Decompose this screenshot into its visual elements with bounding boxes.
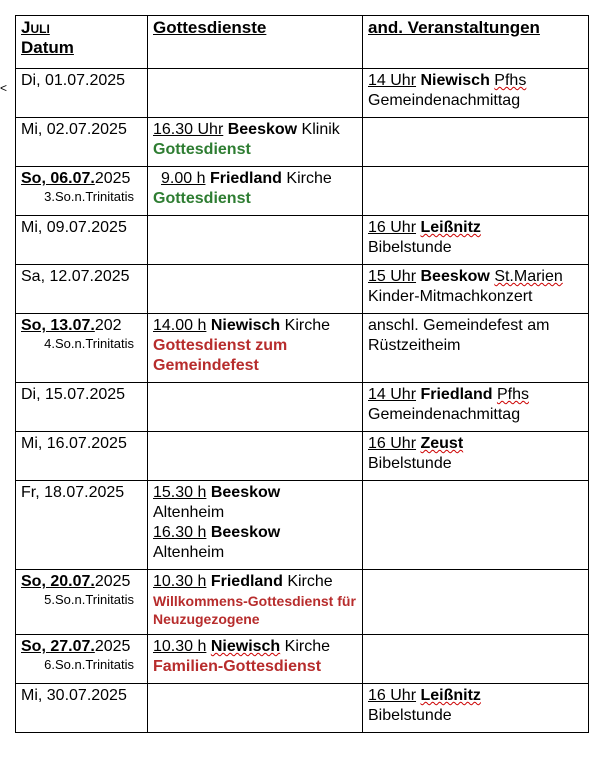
- table-row: [16, 570, 589, 635]
- date-rest: 202: [94, 317, 122, 334]
- events-cell: [363, 684, 589, 733]
- header-events: [363, 16, 589, 69]
- header-services: [148, 16, 363, 69]
- service-place: Beeskow: [227, 121, 298, 138]
- date-bold: So, 06.07.: [21, 170, 95, 187]
- service-location: Altenheim: [153, 544, 225, 561]
- service-desc: Familien-Gottesdienst: [153, 658, 322, 675]
- service-location: Altenheim: [153, 504, 225, 521]
- event-location: Pfhs: [494, 72, 527, 89]
- service-desc: Gottesdienst zum Gemeindefest: [153, 337, 288, 374]
- events-cell: [363, 216, 589, 265]
- services-cell: [148, 383, 363, 432]
- services-cell: [148, 118, 363, 167]
- date-text: Di, 01.07.2025: [21, 72, 126, 89]
- date-bold: So, 27.07.: [21, 638, 95, 655]
- service-time: 9.00 h: [161, 170, 206, 187]
- events-cell: [363, 635, 589, 684]
- service-time: 16.30 h: [153, 524, 207, 541]
- event-location: St.Marien: [494, 268, 563, 285]
- date-cell: [16, 635, 148, 684]
- service-time: 16.30 Uhr: [153, 121, 224, 138]
- services-cell: [148, 265, 363, 314]
- date-rest: 2025: [94, 638, 131, 655]
- date-cell: [16, 69, 148, 118]
- service-desc: Gottesdienst: [153, 190, 251, 207]
- events-cell: [363, 265, 589, 314]
- table-row: [16, 167, 589, 216]
- event-desc: Kinder-Mitmachkonzert: [368, 288, 533, 305]
- events-col-label: and. Veranstaltungen: [368, 18, 540, 37]
- date-cell: [16, 383, 148, 432]
- service-place: Beeskow: [210, 524, 281, 541]
- services-cell: [148, 167, 363, 216]
- event-time: 14 Uhr: [368, 386, 417, 403]
- date-text: Sa, 12.07.2025: [21, 268, 130, 285]
- header-date: [16, 16, 148, 69]
- date-cell: [16, 481, 148, 570]
- service-time: 15.30 h: [153, 484, 207, 501]
- service-place: Niewisch: [210, 638, 281, 655]
- service-place: Friedland: [210, 573, 283, 590]
- event-time: 15 Uhr: [368, 268, 417, 285]
- sunday-label: 4.So.n.Trinitatis: [44, 336, 134, 351]
- events-cell: [363, 69, 589, 118]
- table-row: [16, 69, 589, 118]
- services-col-label: Gottesdienste: [153, 18, 267, 37]
- table-row: [16, 216, 589, 265]
- table-row: [16, 314, 589, 383]
- sunday-label: 6.So.n.Trinitatis: [44, 657, 134, 672]
- date-text: Mi, 30.07.2025: [21, 687, 127, 704]
- event-desc: Bibelstunde: [368, 707, 452, 724]
- table-row: [16, 684, 589, 733]
- header-row: [16, 16, 589, 69]
- event-desc: Gemeindenachmittag: [368, 92, 521, 109]
- date-rest: 2025: [94, 170, 131, 187]
- table-row: [16, 432, 589, 481]
- schedule-table: [15, 15, 589, 733]
- service-desc: Gottesdienst: [153, 141, 251, 158]
- event-place: Niewisch: [420, 72, 490, 89]
- month-label: Juli: [21, 18, 50, 37]
- margin-marker: <: [0, 81, 8, 95]
- table-row: [16, 635, 589, 684]
- event-place: Leißnitz: [420, 219, 481, 236]
- events-cell: [363, 481, 589, 570]
- date-text: Mi, 16.07.2025: [21, 435, 127, 452]
- events-cell: [363, 118, 589, 167]
- event-desc: Bibelstunde: [368, 455, 452, 472]
- event-desc: Bibelstunde: [368, 239, 452, 256]
- event-place: Friedland: [420, 386, 493, 403]
- date-bold: So, 20.07.: [21, 573, 95, 590]
- service-desc: Willkommens-Gottesdienst für Neuzugezogene: [153, 593, 356, 627]
- service-place: Niewisch: [210, 317, 281, 334]
- event-time: 16 Uhr: [368, 687, 417, 704]
- date-cell: [16, 570, 148, 635]
- service-place: Friedland: [209, 170, 282, 187]
- services-cell: [148, 432, 363, 481]
- events-cell: [363, 383, 589, 432]
- event-time: 16 Uhr: [368, 219, 417, 236]
- event-time: 16 Uhr: [368, 435, 417, 452]
- events-cell: [363, 570, 589, 635]
- event-text: anschl. Gemeindefest am Rüstzeitheim: [368, 317, 550, 354]
- table-row: [16, 265, 589, 314]
- services-cell: [148, 570, 363, 635]
- services-cell: [148, 684, 363, 733]
- date-text: Fr, 18.07.2025: [21, 484, 125, 501]
- service-place: Beeskow: [210, 484, 281, 501]
- service-location: Kirche: [284, 317, 331, 334]
- services-cell: [148, 69, 363, 118]
- date-text: Mi, 09.07.2025: [21, 219, 127, 236]
- date-cell: [16, 314, 148, 383]
- date-bold: So, 13.07.: [21, 317, 95, 334]
- service-location: Kirche: [284, 638, 331, 655]
- events-cell: [363, 432, 589, 481]
- date-col-label: Datum: [21, 38, 74, 57]
- service-time: 14.00 h: [153, 317, 207, 334]
- table-row: [16, 118, 589, 167]
- services-cell: [148, 635, 363, 684]
- date-rest: 2025: [94, 573, 131, 590]
- services-cell: [148, 481, 363, 570]
- services-cell: [148, 216, 363, 265]
- date-cell: [16, 118, 148, 167]
- table-row: [16, 481, 589, 570]
- date-cell: [16, 167, 148, 216]
- events-cell: [363, 167, 589, 216]
- service-location: Kirche: [286, 170, 332, 187]
- services-cell: [148, 314, 363, 383]
- event-desc: Gemeindenachmittag: [368, 406, 521, 423]
- event-place: Beeskow: [420, 268, 490, 285]
- date-cell: [16, 216, 148, 265]
- service-location: Kirche: [287, 573, 333, 590]
- event-place: Leißnitz: [420, 687, 481, 704]
- date-cell: [16, 684, 148, 733]
- service-time: 10.30 h: [153, 573, 207, 590]
- table-row: [16, 383, 589, 432]
- event-time: 14 Uhr: [368, 72, 417, 89]
- service-location: Klinik: [301, 121, 340, 138]
- sunday-label: 3.So.n.Trinitatis: [44, 189, 134, 204]
- date-cell: [16, 265, 148, 314]
- service-time: 10.30 h: [153, 638, 207, 655]
- event-place: Zeust: [420, 435, 464, 452]
- date-text: Di, 15.07.2025: [21, 386, 126, 403]
- event-location: Pfhs: [496, 386, 529, 403]
- date-text: Mi, 02.07.2025: [21, 121, 127, 138]
- events-cell: [363, 314, 589, 383]
- sunday-label: 5.So.n.Trinitatis: [44, 592, 134, 607]
- date-cell: [16, 432, 148, 481]
